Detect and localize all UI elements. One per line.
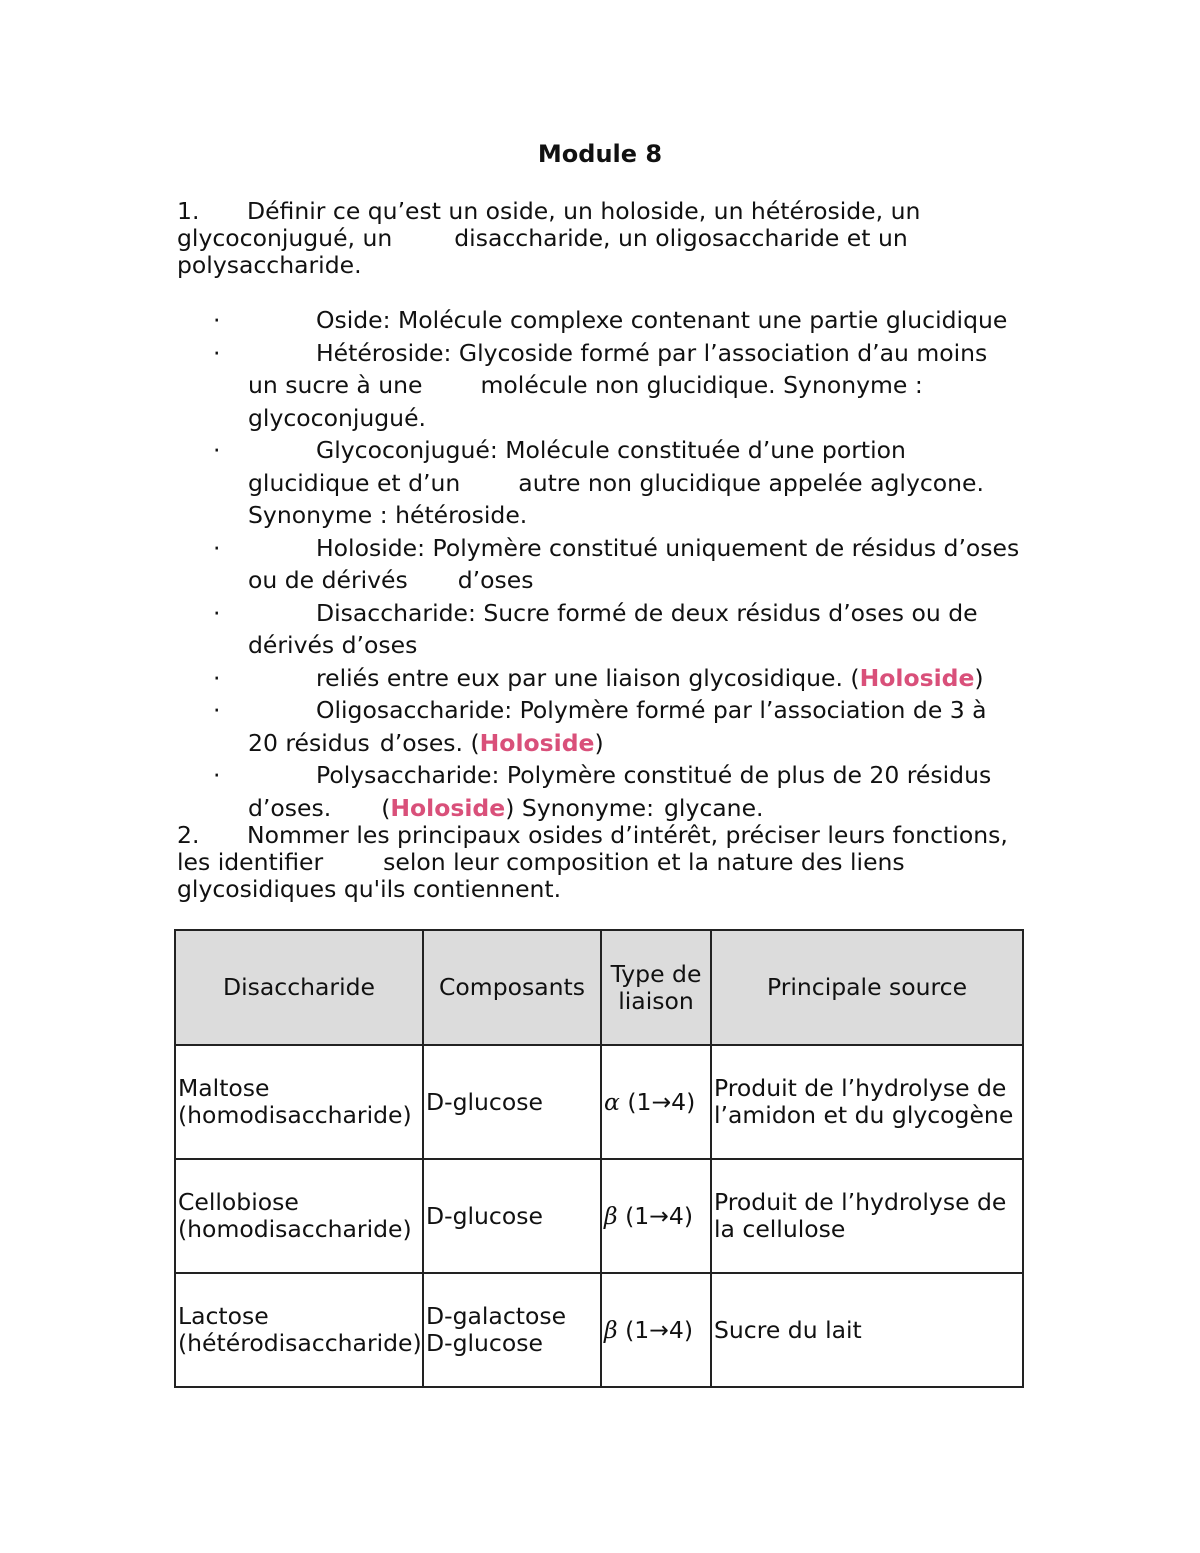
- bullet-icon: ·: [213, 598, 221, 627]
- column-header: Type de liaison: [601, 930, 711, 1045]
- holoside-tag: Holoside: [479, 728, 595, 757]
- list-item: · Oside: Molécule complexe contenant une partie glucidique: [248, 304, 1038, 337]
- table-header-row: [175, 930, 1023, 1045]
- column-header: Disaccharide: [175, 930, 423, 1045]
- list-item: · Hétéroside: Glycoside formé par l’association d’au moins un sucre à une molécule non glucidique. Synonyme : glycoconjugué.: [213, 338, 988, 432]
- column-header: Composants: [423, 930, 601, 1045]
- list-item: · Disaccharide: Sucre formé de deux résidus d’oses ou de dérivés d’oses: [213, 598, 978, 659]
- holoside-tag: Holoside: [390, 793, 506, 822]
- question-1: 1. Définir ce qu’est un oside, un holoside, un hétéroside, un glycoconjugué, un disaccharide, un oligosaccharide et un polysaccharide.: [177, 197, 921, 279]
- source-cell: Sucre du lait: [711, 1273, 1023, 1387]
- page-title: Module 8: [537, 140, 663, 168]
- bond-cell: β (1→4): [601, 1273, 711, 1387]
- disaccharide-table: [174, 929, 1024, 1388]
- list-item: · Holoside: Polymère constitué uniquement de résidus d’oses ou de dérivés d’oses: [213, 533, 1020, 594]
- bond-cell: β (1→4): [601, 1159, 711, 1273]
- question-2: 2. Nommer les principaux osides d’intérêt, préciser leurs fonctions, les identifier selon leur composition et la nature des liens glycosidiques qu'ils contiennent.: [177, 821, 1008, 903]
- question-number: 1.: [177, 197, 200, 225]
- components-cell: D-galactose D-glucose: [423, 1273, 601, 1387]
- bullet-icon: ·: [213, 436, 221, 464]
- definition-list: [0, 304, 1200, 824]
- components-cell: D-glucose: [423, 1159, 601, 1273]
- disaccharide-cell: Cellobiose (homodisaccharide): [175, 1159, 423, 1273]
- components-cell: D-glucose: [423, 1045, 601, 1159]
- list-item: · Polysaccharide: Polymère constitué de plus de 20 résidus d’oses. (Holoside) Synonyme: glycane.: [213, 761, 992, 822]
- bullet-icon: ·: [213, 696, 221, 724]
- question-number: 2.: [177, 821, 200, 849]
- bullet-icon: ·: [213, 761, 221, 789]
- column-header: Principale source: [711, 930, 1023, 1045]
- holoside-tag: Holoside: [859, 663, 975, 692]
- table-row: [175, 1159, 1023, 1273]
- bullet-icon: ·: [213, 533, 221, 562]
- list-item: · Oligosaccharide: Polymère formé par l’association de 3 à 20 résidus d’oses. (Holoside): [213, 696, 987, 757]
- list-item: · Glycoconjugué: Molécule constituée d’une portion glucidique et d’un autre non glucidique appelée aglycone. Synonyme : hétéroside.: [213, 436, 984, 529]
- list-item: · reliés entre eux par une liaison glycosidique. (Holoside): [248, 662, 1038, 695]
- source-cell: Produit de l’hydrolyse de l’amidon et du glycogène: [711, 1045, 1023, 1159]
- disaccharide-cell: Lactose (hétérodisaccharide): [175, 1273, 423, 1387]
- disaccharide-cell: Maltose (homodisaccharide): [175, 1045, 423, 1159]
- source-cell: Produit de l’hydrolyse de la cellulose: [711, 1159, 1023, 1273]
- bullet-icon: ·: [213, 663, 221, 692]
- bullet-icon: ·: [213, 306, 221, 334]
- table-row: [175, 1045, 1023, 1159]
- bullet-icon: ·: [213, 338, 221, 367]
- table-row: [175, 1273, 1023, 1387]
- bond-cell: α (1→4): [601, 1045, 711, 1159]
